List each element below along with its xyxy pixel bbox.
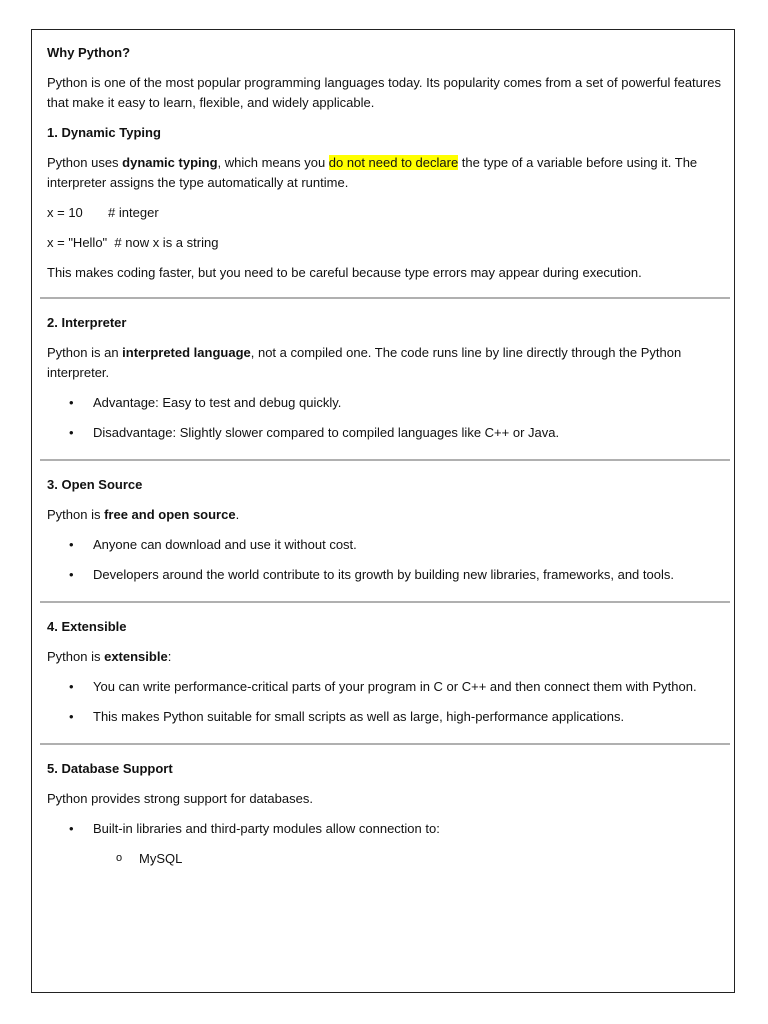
section-1-note: This makes coding faster, but you need to be careful because type errors may appear during execution. [47,265,642,280]
code-line-1: x = 10 # integer [47,205,159,220]
list-item [47,819,723,839]
section-4-heading: 4. Extensible [47,619,127,634]
list-item: • Advantage: Easy to test and debug quickly. [47,393,723,413]
bold-text: free and open source [104,507,236,522]
sub-list-item: o MySQL [47,849,723,869]
section-3-list [47,535,723,585]
divider [40,459,730,461]
code-line-2: x = "Hello" # now x is a string [47,235,219,250]
section-4-list [47,677,723,727]
divider [40,297,730,299]
section-3-heading: 3. Open Source [47,477,143,492]
section-2-heading: 2. Interpreter [47,315,127,330]
text: : [167,649,172,664]
list-item: • Disadvantage: Slightly slower compared to compiled languages like C++ or Java. [47,423,723,443]
intro-paragraph: Python is one of the most popular programming languages today. Its popularity comes from a set of powerful features that make it easy to learn, flexible, and widely applicable. [47,75,721,110]
list-item: • This makes Python suitable for small scripts as well as large, high-performance applications. [47,707,723,727]
document-title: Why Python? [47,45,131,60]
divider [40,601,730,603]
bold-text: dynamic typing [122,155,218,170]
list-item: • Anyone can download and use it without cost. [47,535,723,555]
list-item: • Developers around the world contribute to its growth by building new libraries, frameworks, and tools. [47,565,723,585]
divider [40,743,730,745]
section-2-paragraph [47,343,723,383]
text: Python is an [47,345,123,360]
section-5-sublist [47,849,723,869]
text: Python is [47,649,105,664]
section-4-paragraph [47,647,723,667]
text: the type of a variable before using it. The interpreter assigns the type automatically at runtime. [47,155,698,190]
list-item: • You can write performance-critical parts of your program in C or C++ and then connect them with Python. [47,677,723,697]
section-3-paragraph [47,505,723,525]
document-page [31,29,735,993]
text: Python is [47,507,105,522]
highlighted-text: do not need to declare [328,155,459,170]
list-item-text: Built-in libraries and third-party modules allow connection to: [93,821,440,836]
text: , which means you [217,155,329,170]
bold-text: extensible [104,649,168,664]
section-1-paragraph [47,153,723,193]
text: Python uses [47,155,123,170]
section-5-list [47,819,723,839]
section-2-list [47,393,723,443]
text: . [235,507,240,522]
section-5-paragraph: Python provides strong support for databases. [47,791,313,806]
bold-text: interpreted language [122,345,251,360]
section-1-heading: 1. Dynamic Typing [47,125,161,140]
text: , not a compiled one. The code runs line by line directly through the Python interpreter. [47,345,682,380]
section-5-heading: 5. Database Support [47,761,173,776]
document-content [47,43,723,869]
